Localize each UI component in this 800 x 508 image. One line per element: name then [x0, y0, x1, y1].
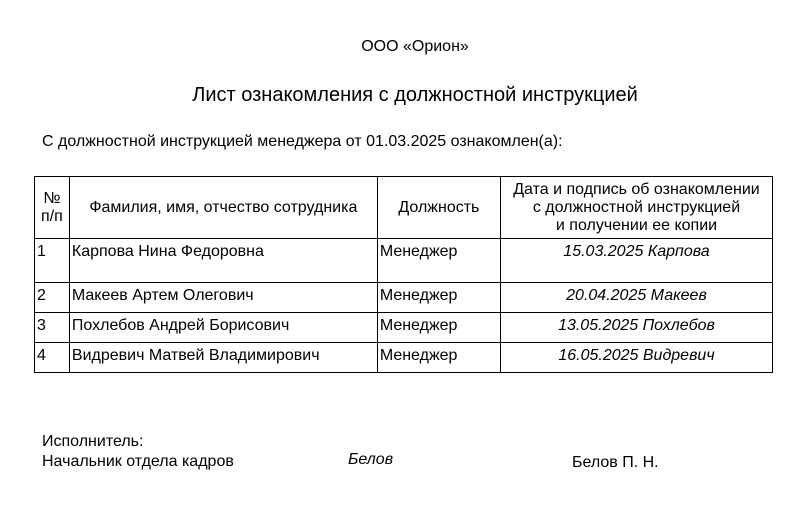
header-signature — [500, 177, 772, 239]
header-num — [35, 177, 70, 239]
row-name: Макеев Артем Олегович — [69, 283, 377, 313]
header-signature-line2: с должностной инструкцией — [532, 198, 741, 216]
header-num-line1: № — [43, 189, 61, 207]
intro-text: С должностной инструкцией менеджера от 01.03.2025 ознакомлен(а): — [42, 133, 563, 150]
table-row — [35, 239, 773, 283]
row-num: 1 — [35, 239, 70, 283]
organization-name: ООО «Орион» — [361, 38, 469, 55]
acquaintance-table — [34, 176, 773, 373]
executor-name: Белов П. Н. — [572, 454, 659, 471]
row-num: 3 — [35, 313, 70, 343]
row-position: Менеджер — [377, 283, 500, 313]
row-signature: 16.05.2025 Видревич — [500, 343, 772, 373]
row-name: Похлебов Андрей Борисович — [69, 313, 377, 343]
row-position: Менеджер — [377, 239, 500, 283]
row-num: 2 — [35, 283, 70, 313]
executor-label: Исполнитель: — [42, 433, 144, 450]
row-signature: 20.04.2025 Макеев — [500, 283, 772, 313]
table-row — [35, 313, 773, 343]
row-name: Карпова Нина Федоровна — [69, 239, 377, 283]
row-signature: 13.05.2025 Похлебов — [500, 313, 772, 343]
document-title: Лист ознакомления с должностной инструкцией — [192, 84, 638, 106]
row-signature: 15.03.2025 Карпова — [500, 239, 772, 283]
executor-position: Начальник отдела кадров — [42, 453, 234, 470]
header-name: Фамилия, имя, отчество сотрудника — [69, 177, 377, 239]
header-position: Должность — [377, 177, 500, 239]
executor-block — [42, 432, 234, 472]
table-row — [35, 343, 773, 373]
header-signature-line1: Дата и подпись об ознакомлении — [513, 180, 760, 198]
row-num: 4 — [35, 343, 70, 373]
table-header-row — [35, 177, 773, 239]
row-position: Менеджер — [377, 343, 500, 373]
header-num-line2: п/п — [41, 207, 63, 225]
row-name: Видревич Матвей Владимирович — [69, 343, 377, 373]
executor-signature: Белов — [348, 451, 394, 468]
row-position: Менеджер — [377, 313, 500, 343]
header-signature-line3: и получении ее копии — [555, 216, 718, 234]
table-row — [35, 283, 773, 313]
